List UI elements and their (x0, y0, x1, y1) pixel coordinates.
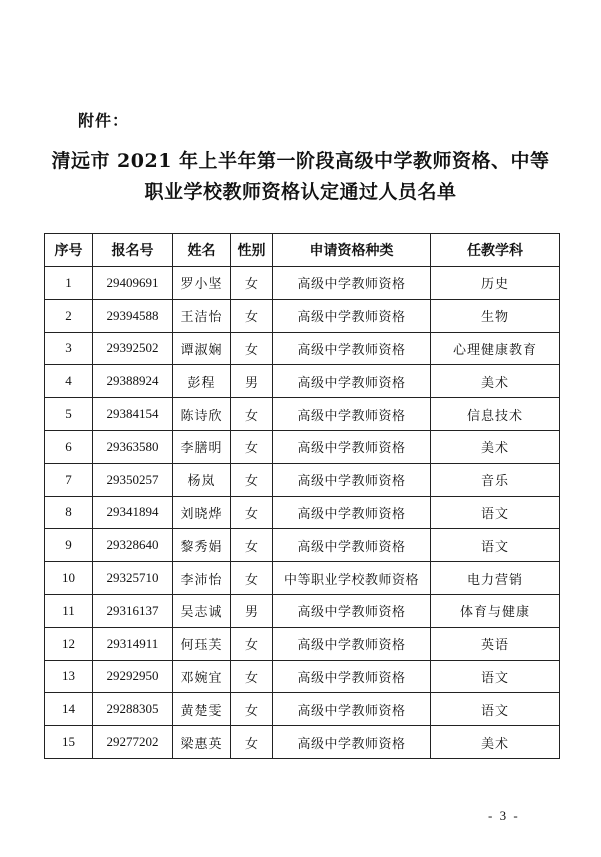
header-registration-number: 报名号 (93, 234, 173, 267)
cell-subject: 心理健康教育 (431, 332, 560, 365)
cell-registration-number: 29363580 (93, 430, 173, 463)
cell-registration-number: 29292950 (93, 660, 173, 693)
cell-name: 李膳明 (173, 430, 231, 463)
cell-registration-number: 29394588 (93, 299, 173, 332)
cell-gender: 女 (231, 529, 273, 562)
cell-qualification-type: 高级中学教师资格 (273, 529, 431, 562)
cell-subject: 美术 (431, 430, 560, 463)
cell-gender: 女 (231, 496, 273, 529)
cell-gender: 女 (231, 299, 273, 332)
cell-gender: 女 (231, 627, 273, 660)
cell-name: 吴志诚 (173, 594, 231, 627)
cell-qualification-type: 高级中学教师资格 (273, 726, 431, 759)
cell-subject: 美术 (431, 365, 560, 398)
page-number: - 3 - (488, 808, 520, 823)
table-header (45, 234, 560, 267)
cell-subject: 信息技术 (431, 398, 560, 431)
cell-registration-number: 29388924 (93, 365, 173, 398)
cell-name: 杨岚 (173, 463, 231, 496)
table-body (45, 267, 560, 759)
cell-name: 罗小坚 (173, 267, 231, 300)
cell-name: 梁惠英 (173, 726, 231, 759)
cell-name: 谭淑娴 (173, 332, 231, 365)
table-row (45, 496, 560, 529)
cell-qualification-type: 高级中学教师资格 (273, 299, 431, 332)
cell-qualification-type: 高级中学教师资格 (273, 693, 431, 726)
attachment-label: 附件： (78, 111, 130, 130)
header-subject: 任教学科 (431, 234, 560, 267)
header-qualification-type: 申请资格种类 (273, 234, 431, 267)
header-name: 姓名 (173, 234, 231, 267)
cell-registration-number: 29314911 (93, 627, 173, 660)
cell-gender: 女 (231, 562, 273, 595)
cell-serial-number: 11 (45, 594, 93, 627)
table-row (45, 594, 560, 627)
cell-serial-number: 1 (45, 267, 93, 300)
cell-gender: 男 (231, 365, 273, 398)
cell-qualification-type: 高级中学教师资格 (273, 463, 431, 496)
cell-serial-number: 12 (45, 627, 93, 660)
table-row (45, 398, 560, 431)
table-row (45, 430, 560, 463)
cell-registration-number: 29316137 (93, 594, 173, 627)
table-row (45, 562, 560, 595)
cell-subject: 电力营销 (431, 562, 560, 595)
cell-gender: 女 (231, 398, 273, 431)
cell-subject: 语文 (431, 660, 560, 693)
cell-name: 刘晓烨 (173, 496, 231, 529)
document-title-line-1: 清远市 2021 年上半年第一阶段高级中学教师资格、中等 (51, 150, 550, 172)
cell-registration-number: 29350257 (93, 463, 173, 496)
cell-subject: 美术 (431, 726, 560, 759)
cell-name: 黄楚雯 (173, 693, 231, 726)
cell-serial-number: 15 (45, 726, 93, 759)
cell-qualification-type: 高级中学教师资格 (273, 594, 431, 627)
cell-serial-number: 9 (45, 529, 93, 562)
cell-subject: 语文 (431, 529, 560, 562)
cell-serial-number: 6 (45, 430, 93, 463)
cell-subject: 生物 (431, 299, 560, 332)
cell-registration-number: 29341894 (93, 496, 173, 529)
cell-subject: 体育与健康 (431, 594, 560, 627)
cell-serial-number: 2 (45, 299, 93, 332)
cell-qualification-type: 中等职业学校教师资格 (273, 562, 431, 595)
cell-serial-number: 13 (45, 660, 93, 693)
cell-serial-number: 4 (45, 365, 93, 398)
cell-qualification-type: 高级中学教师资格 (273, 627, 431, 660)
cell-name: 李沛怡 (173, 562, 231, 595)
cell-qualification-type: 高级中学教师资格 (273, 430, 431, 463)
cell-name: 彭程 (173, 365, 231, 398)
cell-subject: 语文 (431, 496, 560, 529)
cell-name: 何珏芙 (173, 627, 231, 660)
cell-qualification-type: 高级中学教师资格 (273, 332, 431, 365)
table-row (45, 299, 560, 332)
table-row (45, 365, 560, 398)
cell-registration-number: 29409691 (93, 267, 173, 300)
cell-qualification-type: 高级中学教师资格 (273, 267, 431, 300)
table-row (45, 627, 560, 660)
cell-name: 邓婉宜 (173, 660, 231, 693)
cell-registration-number: 29328640 (93, 529, 173, 562)
cell-name: 陈诗欣 (173, 398, 231, 431)
document-title-line-2: 职业学校教师资格认定通过人员名单 (144, 181, 457, 203)
table-row (45, 726, 560, 759)
cell-subject: 历史 (431, 267, 560, 300)
cell-serial-number: 14 (45, 693, 93, 726)
cell-qualification-type: 高级中学教师资格 (273, 398, 431, 431)
table-row (45, 660, 560, 693)
cell-registration-number: 29392502 (93, 332, 173, 365)
header-gender: 性别 (231, 234, 273, 267)
approved-teachers-table (44, 233, 560, 759)
cell-registration-number: 29325710 (93, 562, 173, 595)
table-row (45, 693, 560, 726)
cell-registration-number: 29277202 (93, 726, 173, 759)
cell-serial-number: 7 (45, 463, 93, 496)
cell-serial-number: 5 (45, 398, 93, 431)
cell-gender: 女 (231, 660, 273, 693)
cell-serial-number: 3 (45, 332, 93, 365)
cell-qualification-type: 高级中学教师资格 (273, 365, 431, 398)
table-row (45, 463, 560, 496)
cell-subject: 音乐 (431, 463, 560, 496)
cell-gender: 女 (231, 332, 273, 365)
cell-registration-number: 29384154 (93, 398, 173, 431)
cell-gender: 女 (231, 463, 273, 496)
table-row (45, 332, 560, 365)
cell-gender: 女 (231, 693, 273, 726)
cell-name: 黎秀娟 (173, 529, 231, 562)
cell-registration-number: 29288305 (93, 693, 173, 726)
cell-serial-number: 10 (45, 562, 93, 595)
header-serial-number: 序号 (45, 234, 93, 267)
cell-gender: 男 (231, 594, 273, 627)
table-row (45, 267, 560, 300)
cell-qualification-type: 高级中学教师资格 (273, 496, 431, 529)
cell-gender: 女 (231, 430, 273, 463)
cell-qualification-type: 高级中学教师资格 (273, 660, 431, 693)
cell-subject: 英语 (431, 627, 560, 660)
cell-subject: 语文 (431, 693, 560, 726)
table-header-row (45, 234, 560, 267)
cell-gender: 女 (231, 267, 273, 300)
cell-gender: 女 (231, 726, 273, 759)
table-row (45, 529, 560, 562)
cell-name: 王洁怡 (173, 299, 231, 332)
cell-serial-number: 8 (45, 496, 93, 529)
